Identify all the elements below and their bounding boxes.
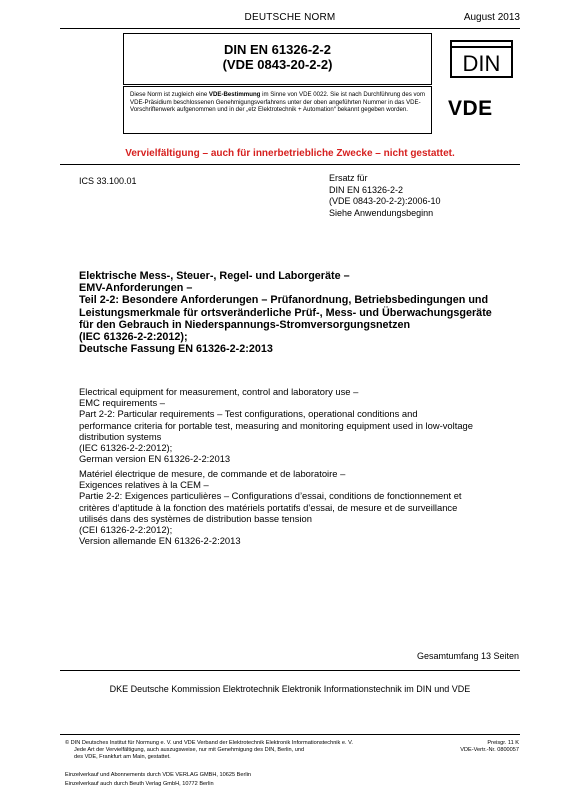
- publication-date: August 2013: [463, 12, 520, 23]
- vde-number: (VDE 0843-20-2-2): [222, 57, 333, 72]
- divider-rule: [60, 164, 520, 165]
- reproduction-warning: Vervielfältigung – auch für innerbetriebliche Zwecke – nicht gestattet.: [125, 148, 455, 159]
- vde-logo-icon: VDE: [448, 97, 493, 120]
- vde-note-box: [123, 86, 432, 134]
- dke-rule: [60, 670, 520, 671]
- title-german: Elektrische Mess-, Steuer-, Regel- und Laborgeräte – EMV-Anforderungen – Teil 2-2: Besondere Anforderungen – Prüfanordnung, Betriebsbedingungen und Leistungsmerkmale für ortsveränderliche Prüf-, Mess- und Überwachungsgeräte für den Gebrauch in Niederspannungs-Stromversorgungsnetzen (IEC 61326-2-2:2012); Deutsche Fassung EN 61326-2-2:2013: [79, 270, 492, 356]
- sales-info: Einzelverkauf und Abonnements durch VDE VERLAG GMBH, 10625 Berlin Einzelverkauf auch durch Beuth Verlag GmbH, 10772 Berlin: [65, 772, 251, 788]
- copyright-notice: © DIN Deutsches Institut für Normung e. V. und VDE Verband der Elektrotechnik Elektronik Informationstechnik e. V. Jede Art der Vervielfältigung, auch auszugsweise, nur mit Genehmigung des DIN, Berlin, und des VDE, Frankfurt am Main, gestattet.: [65, 740, 353, 761]
- header-bar: [60, 12, 520, 28]
- footer-rule: [60, 734, 520, 735]
- vde-note-text: Diese Norm ist zugleich eine VDE-Bestimmung im Sinne von VDE 0022. Sie ist nach Durchführung des vom VDE-Präsidium beschlossenen Genehmigungsverfahrens unter der oben angeführten Nummer in das VDE-Vorschriftenwerk aufgenommen und in der „etz Elektrotechnik + Automation“ bekannt gegeben worden.: [130, 91, 426, 114]
- dke-line: DKE Deutsche Kommission Elektrotechnik Elektronik Informationstechnik im DIN und VDE: [109, 684, 471, 694]
- header-rule: [60, 28, 520, 29]
- title-french: Matériel électrique de mesure, de commande et de laboratoire – Exigences relatives à la CEM – Partie 2-2: Exigences particulières – Configurations d’essai, conditions de fonctionnement et critères d’aptitude à la fonction des matériels portatifs d’essai, de mesure et de surveillance utilisés dans des systèmes de distribution basse tension (CEI 61326-2-2:2012); Version allemande EN 61326-2-2:2013: [79, 468, 462, 547]
- ics-code: ICS 33.100.01: [79, 176, 137, 186]
- document-type: DEUTSCHE NORM: [244, 12, 336, 23]
- title-english: Electrical equipment for measurement, control and laboratory use – EMC requirements – Part 2-2: Particular requirements – Test configurations, operational conditions and performance criteria for portable test, measuring and monitoring equipment used in low-voltage distribution systems (IEC 61326-2-2:2012); German version EN 61326-2-2:2013: [79, 386, 473, 465]
- din-logo-icon: [450, 40, 513, 78]
- svg-text:DIN: DIN: [462, 51, 501, 76]
- replacement-info: Ersatz für DIN EN 61326-2-2 (VDE 0843-20-2-2):2006-10 Siehe Anwendungsbeginn: [329, 173, 441, 218]
- price-info: Preisgr. 11 K VDE-Vertr.-Nr. 0800057: [460, 740, 519, 754]
- total-pages: Gesamtumfang 13 Seiten: [416, 651, 519, 661]
- din-number: DIN EN 61326-2-2: [224, 42, 331, 57]
- standard-number-box: [123, 33, 432, 85]
